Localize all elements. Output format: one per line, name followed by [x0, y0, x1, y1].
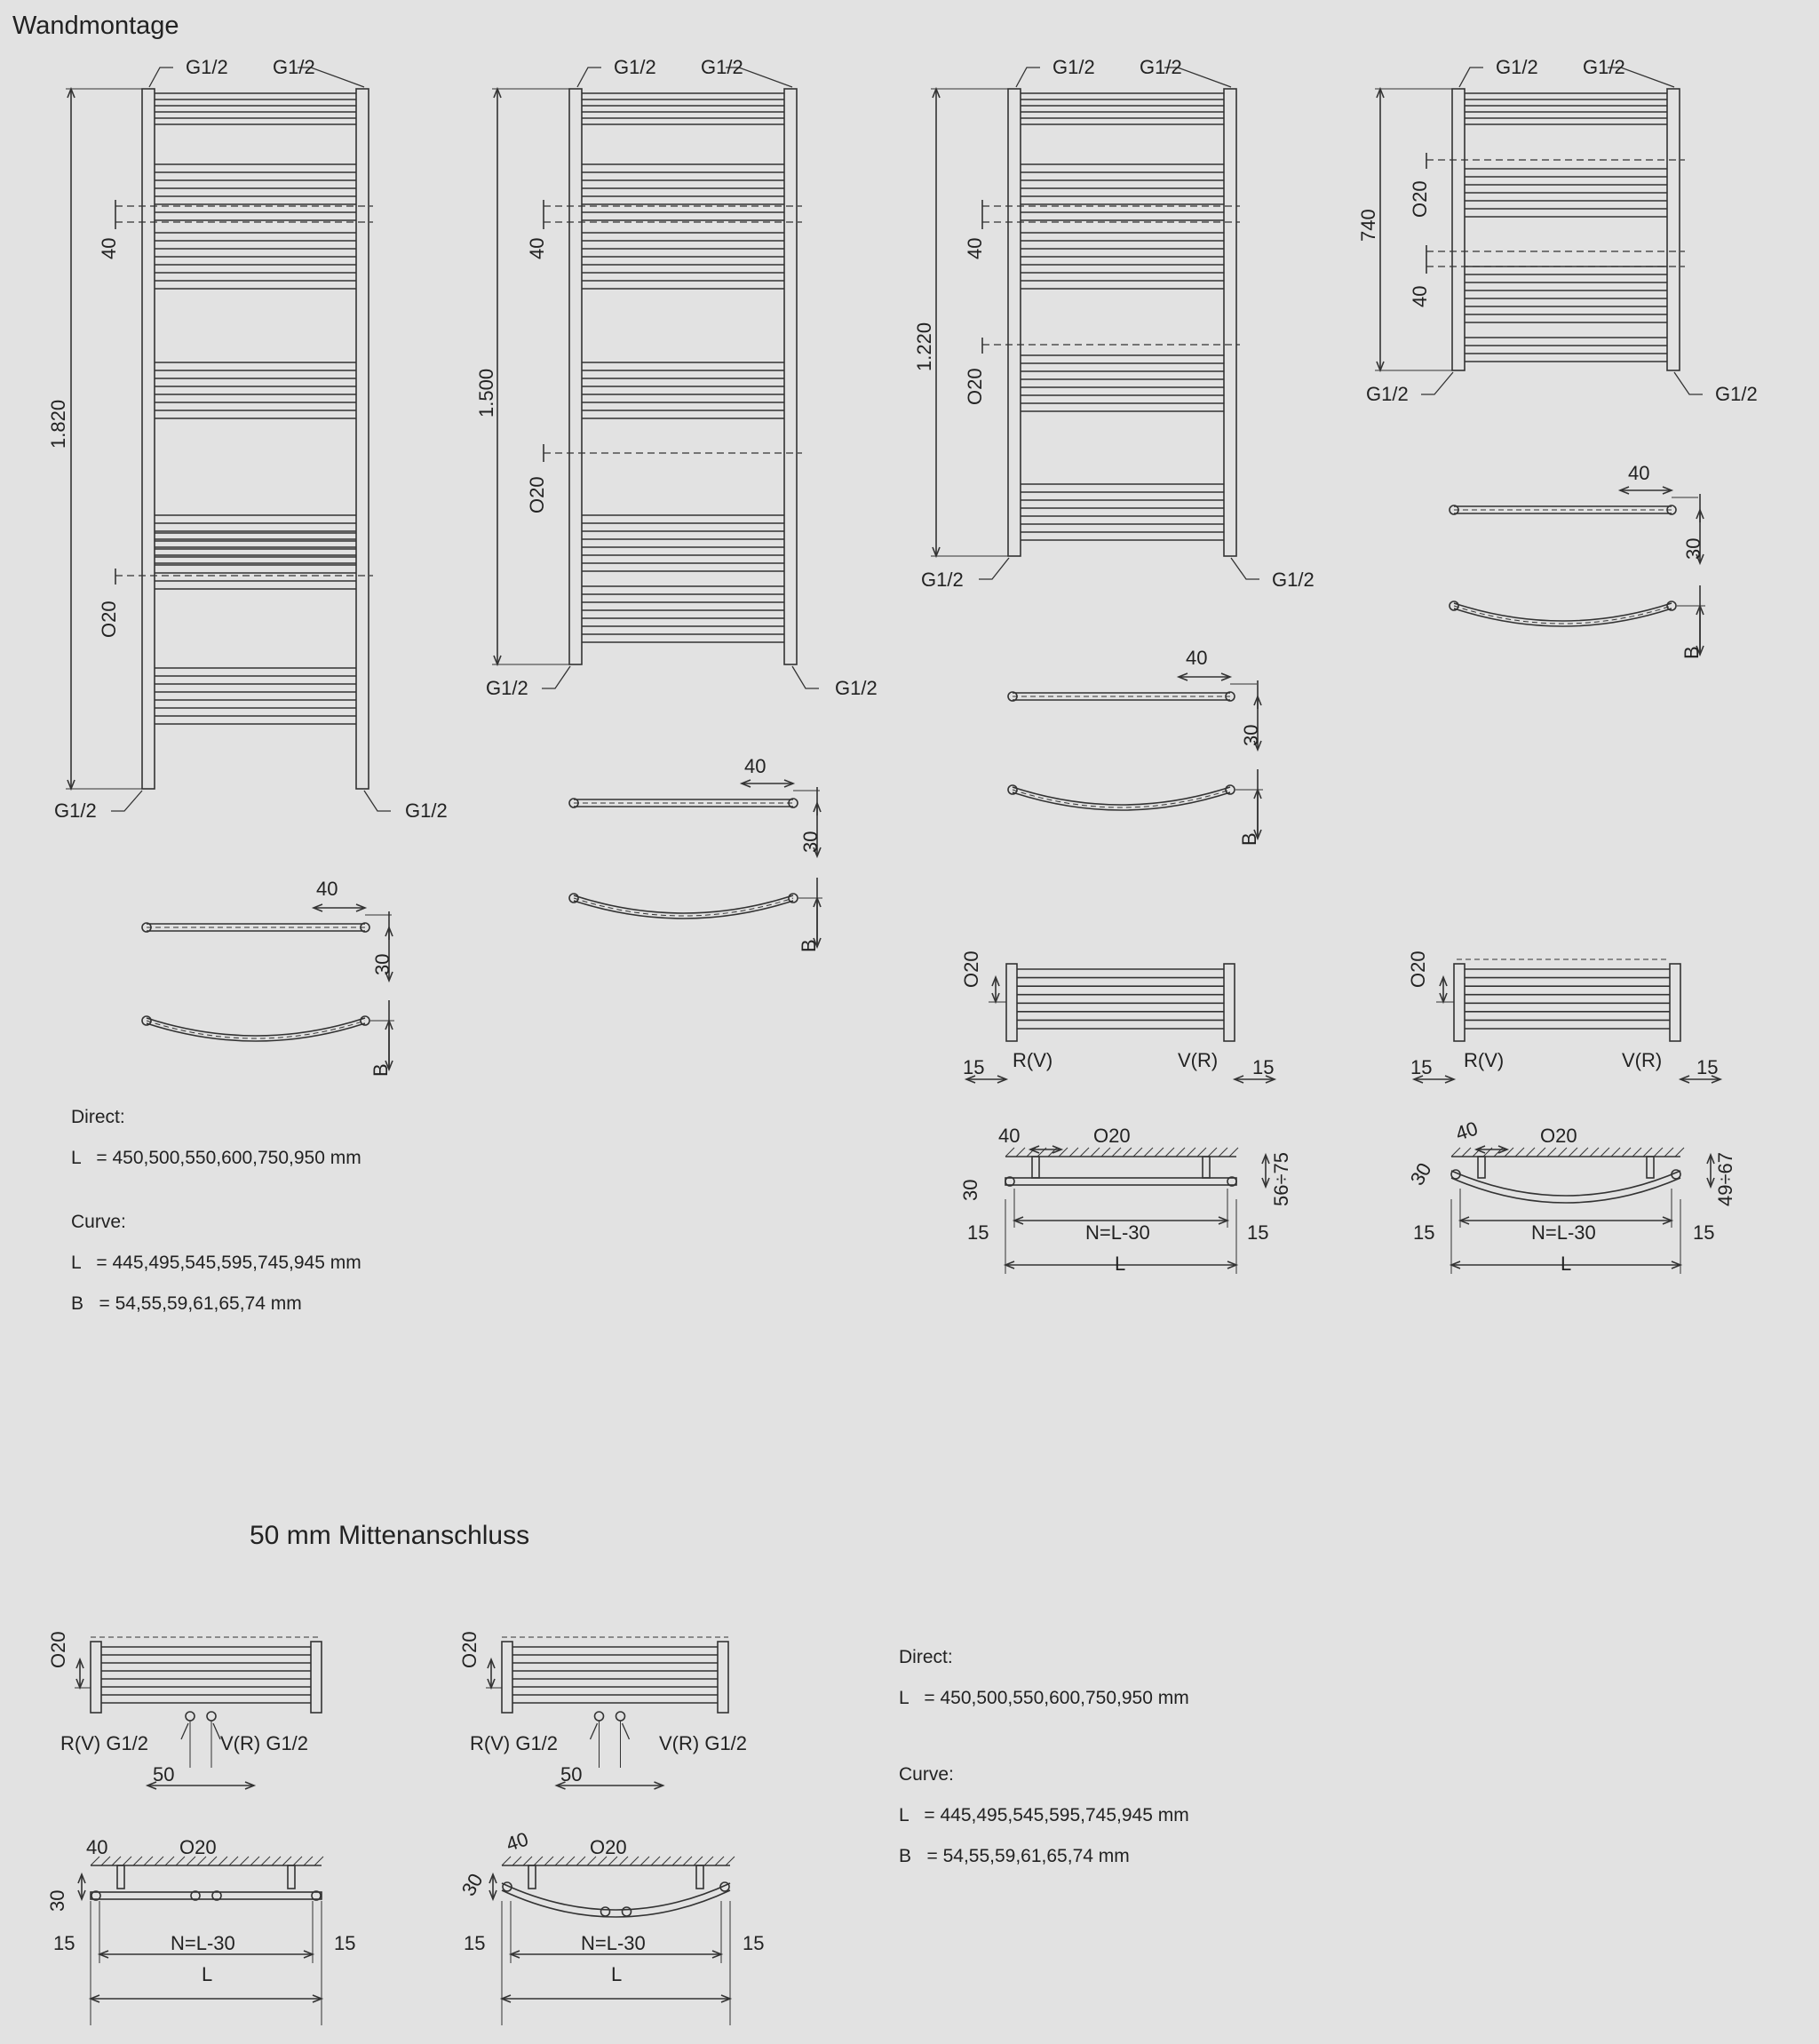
g12-label: G1/2 — [486, 677, 528, 699]
spec-curve-label: Curve: — [71, 1212, 126, 1232]
wall-bracket — [696, 1865, 703, 1889]
rail-section — [91, 1892, 322, 1899]
wall-hatch — [293, 1857, 302, 1865]
wall-hatch — [1451, 1148, 1460, 1157]
dim-50-label: 50 — [153, 1763, 175, 1786]
wall-hatch — [1558, 1148, 1567, 1157]
dim-b-label: B — [1238, 832, 1260, 846]
radiator-1820 — [47, 56, 448, 822]
wall-hatch — [1611, 1148, 1620, 1157]
wall-hatch — [1601, 1148, 1609, 1157]
wall-bracket — [288, 1865, 295, 1889]
nl-label: N=L-30 — [1531, 1221, 1596, 1244]
dim-40-label: 40 — [744, 755, 767, 777]
side-connection-details — [959, 950, 1736, 1275]
top-view-labels — [316, 462, 1704, 1077]
dim-40-label: 40 — [1628, 462, 1650, 484]
wall-hatch — [1219, 1148, 1227, 1157]
wall-hatch — [133, 1857, 142, 1865]
wall-hatch — [672, 1857, 681, 1865]
wall-hatch — [555, 1857, 564, 1865]
rail-curve-edge — [502, 1890, 730, 1917]
wall-hatch — [1590, 1148, 1599, 1157]
radiator-column — [356, 89, 369, 789]
wall-hatch — [1664, 1148, 1673, 1157]
spec-curve-b: B = 54,55,59,61,65,74 mm — [71, 1293, 302, 1314]
spec-direct-label: Direct: — [71, 1107, 125, 1127]
radiator-column — [91, 1642, 101, 1713]
leader-line — [1016, 68, 1040, 87]
leader-line — [111, 791, 142, 811]
wall-bracket — [1478, 1157, 1485, 1178]
o20-label: O20 — [1409, 180, 1431, 218]
g12-label: G1/2 — [1715, 383, 1758, 405]
wall-hatch — [155, 1857, 163, 1865]
dim-15-label: 15 — [1410, 1056, 1433, 1078]
spec-curve-b: B = 54,55,59,61,65,74 mm — [899, 1846, 1130, 1866]
g12-label: G1/2 — [1140, 56, 1182, 78]
wall-hatch — [1622, 1148, 1631, 1157]
o20-label: O20 — [590, 1836, 627, 1858]
wall-hatch — [683, 1857, 692, 1865]
l-label: L — [202, 1963, 213, 1985]
g12-label: G1/2 — [1272, 569, 1315, 591]
g12-label: G1/2 — [835, 677, 878, 699]
dim-15-label: 15 — [334, 1932, 356, 1954]
radiator-1220 — [913, 56, 1315, 591]
height-label: 1.820 — [47, 399, 69, 449]
o20-label: O20 — [1540, 1125, 1577, 1147]
wall-hatch — [566, 1857, 575, 1865]
dim-15-label: 15 — [1252, 1056, 1275, 1078]
dim-15-label: 15 — [743, 1932, 765, 1954]
radiator-column — [311, 1642, 322, 1713]
wall-hatch — [1091, 1148, 1100, 1157]
wall-hatch — [1016, 1148, 1025, 1157]
height-label: 740 — [1357, 209, 1379, 242]
valve-marker — [601, 1907, 610, 1916]
g12-label: G1/2 — [273, 56, 315, 78]
wall-hatch — [1632, 1148, 1641, 1157]
l-label: L — [1561, 1253, 1572, 1275]
center-connection-details — [46, 1631, 764, 1985]
spec-direct-lengths: L = 450,500,550,600,750,950 mm — [899, 1688, 1189, 1708]
dim-40-label: 40 — [503, 1827, 531, 1856]
dim-40-label: 40 — [86, 1836, 108, 1858]
wall-hatch — [544, 1857, 553, 1865]
wall-hatch — [651, 1857, 660, 1865]
leader-line — [979, 558, 1009, 579]
leader-line — [542, 666, 570, 688]
wall-hatch — [576, 1857, 585, 1865]
g12-label: G1/2 — [1052, 56, 1095, 78]
dim-15-label: 15 — [464, 1932, 486, 1954]
wall-hatch — [534, 1857, 543, 1865]
dim-b-label: B — [1680, 646, 1703, 659]
dim-15-label: 15 — [963, 1056, 985, 1078]
valve-marker — [623, 1907, 631, 1916]
leader-line — [1459, 68, 1483, 87]
rail-curve-edge — [1451, 1178, 1680, 1203]
leader-line — [1231, 558, 1259, 579]
spec-curve-lengths: L = 445,495,545,595,745,945 mm — [71, 1253, 361, 1273]
dim-30-label: 30 — [1405, 1158, 1436, 1189]
o20-label: O20 — [1093, 1125, 1131, 1147]
wall-hatch — [1197, 1148, 1206, 1157]
nl-label: N=L-30 — [171, 1932, 235, 1954]
radiator-column — [1670, 964, 1680, 1041]
wall-hatch — [1144, 1148, 1153, 1157]
l-label: L — [611, 1963, 623, 1985]
height-range-curve: 49÷67 — [1714, 1151, 1736, 1206]
vr-g12-label: V(R) G1/2 — [659, 1732, 748, 1754]
wall-hatch — [715, 1857, 724, 1865]
g12-label: G1/2 — [701, 56, 743, 78]
radiator-column — [1667, 89, 1680, 370]
leader-line — [591, 1723, 598, 1739]
section-title-center-connection: 50 mm Mittenanschluss — [250, 1521, 530, 1550]
wall-hatch — [1133, 1148, 1142, 1157]
wall-bracket — [1203, 1157, 1210, 1178]
wall-hatch — [1101, 1148, 1110, 1157]
wall-bracket — [117, 1865, 124, 1889]
wall-hatch — [272, 1857, 281, 1865]
wall-hatch — [218, 1857, 227, 1865]
wall-hatch — [1547, 1148, 1556, 1157]
valve-marker — [595, 1712, 604, 1721]
g12-label: G1/2 — [1366, 383, 1409, 405]
height-label: 1.500 — [475, 368, 497, 418]
vr-label: V(R) — [1178, 1049, 1219, 1071]
radiator-column — [1224, 964, 1235, 1041]
leader-line — [364, 791, 391, 811]
dim-15-label: 15 — [1696, 1056, 1719, 1078]
wall-hatch — [704, 1857, 713, 1865]
dim-30-label: 30 — [1682, 537, 1704, 560]
nl-label: N=L-30 — [581, 1932, 646, 1954]
wall-hatch — [1643, 1148, 1652, 1157]
wall-hatch — [1155, 1148, 1164, 1157]
wall-hatch — [1165, 1148, 1174, 1157]
dim-30-label: 30 — [959, 1179, 981, 1201]
dim-30-label: 30 — [371, 953, 393, 975]
radiator-column — [1006, 964, 1017, 1041]
dim-50-label: 50 — [560, 1763, 583, 1786]
o20-label: O20 — [179, 1836, 217, 1858]
rail-section — [1005, 1178, 1236, 1185]
wall-hatch — [502, 1857, 511, 1865]
radiator-740 — [1357, 56, 1758, 405]
wall-hatch — [1526, 1148, 1535, 1157]
wall-hatch — [630, 1857, 639, 1865]
spec-curve-lengths: L = 445,495,545,595,745,945 mm — [899, 1805, 1189, 1825]
drawing-geometry — [66, 68, 1720, 2025]
wall-hatch — [304, 1857, 313, 1865]
o20-label: O20 — [960, 950, 982, 988]
dim-30-label: 30 — [1240, 724, 1262, 746]
o20-label: O20 — [458, 1631, 481, 1668]
valve-marker — [186, 1712, 195, 1721]
wall-hatch — [240, 1857, 249, 1865]
g12-label: G1/2 — [614, 56, 656, 78]
o20-label: O20 — [1407, 950, 1429, 988]
wall-hatch — [1208, 1148, 1217, 1157]
spec-direct-label: Direct: — [899, 1647, 953, 1667]
dim-40-label: 40 — [964, 237, 986, 259]
wall-hatch — [1675, 1148, 1684, 1157]
wall-hatch — [1123, 1148, 1132, 1157]
o20-label: O20 — [98, 600, 120, 638]
wall-hatch — [1654, 1148, 1663, 1157]
leader-line — [149, 68, 173, 87]
vr-g12-label: V(R) G1/2 — [220, 1732, 309, 1754]
dim-15-label: 15 — [53, 1932, 75, 1954]
wall-hatch — [662, 1857, 671, 1865]
o20-label: O20 — [964, 368, 986, 405]
rv-label: R(V) — [1464, 1049, 1505, 1071]
wall-hatch — [523, 1857, 532, 1865]
spec-curve-label: Curve: — [899, 1764, 954, 1785]
height-label: 1.220 — [913, 322, 935, 371]
radiator-column — [718, 1642, 728, 1713]
wall-hatch — [1005, 1148, 1014, 1157]
wall-hatch — [250, 1857, 259, 1865]
wall-hatch — [229, 1857, 238, 1865]
wall-bracket — [528, 1865, 536, 1889]
wall-hatch — [261, 1857, 270, 1865]
wall-hatch — [112, 1857, 121, 1865]
height-range-direct: 56÷75 — [1270, 1151, 1292, 1206]
wall-hatch — [1579, 1148, 1588, 1157]
wall-hatch — [165, 1857, 174, 1865]
leader-line — [623, 1723, 630, 1739]
nl-label: N=L-30 — [1085, 1221, 1150, 1244]
spec-direct-lengths: L = 450,500,550,600,750,950 mm — [71, 1148, 361, 1168]
wall-hatch — [1069, 1148, 1078, 1157]
g12-label: G1/2 — [54, 799, 97, 822]
wall-hatch — [1569, 1148, 1577, 1157]
rv-label: R(V) — [1013, 1049, 1053, 1071]
valve-marker — [616, 1712, 625, 1721]
dim-15-label: 15 — [1693, 1221, 1715, 1244]
wall-hatch — [1176, 1148, 1185, 1157]
wall-hatch — [282, 1857, 291, 1865]
leader-line — [1421, 372, 1453, 394]
wall-hatch — [144, 1857, 153, 1865]
dim-15-label: 15 — [1413, 1221, 1435, 1244]
g12-label: G1/2 — [1583, 56, 1625, 78]
wall-hatch — [694, 1857, 703, 1865]
radiator-column — [569, 89, 582, 664]
radiator-column — [1008, 89, 1021, 556]
dim-40-label: 40 — [526, 237, 548, 259]
wall-bracket — [1032, 1157, 1039, 1178]
wall-hatch — [512, 1857, 521, 1865]
wall-hatch — [123, 1857, 131, 1865]
radiator-column — [1454, 964, 1465, 1041]
dim-15-label: 15 — [1247, 1221, 1269, 1244]
wall-hatch — [1537, 1148, 1545, 1157]
dim-40-label: 40 — [98, 237, 120, 259]
radiator-column — [502, 1642, 512, 1713]
o20-label: O20 — [47, 1631, 69, 1668]
wall-hatch — [1515, 1148, 1524, 1157]
radiator-column — [784, 89, 797, 664]
rv-g12-label: R(V) G1/2 — [470, 1732, 559, 1754]
radiator-column — [1452, 89, 1465, 370]
radiator-column — [1224, 89, 1236, 556]
o20-label: O20 — [526, 476, 548, 513]
g12-label: G1/2 — [405, 799, 448, 822]
dim-40-label: 40 — [1452, 1117, 1481, 1145]
dim-30-label: 30 — [799, 831, 822, 853]
l-label: L — [1115, 1253, 1126, 1275]
dim-30-label: 30 — [457, 1869, 488, 1900]
leader-line — [181, 1723, 188, 1739]
g12-label: G1/2 — [1496, 56, 1538, 78]
leader-line — [1674, 372, 1703, 394]
radiator-column — [142, 89, 155, 789]
wall-hatch — [640, 1857, 649, 1865]
wall-bracket — [1647, 1157, 1654, 1178]
dim-b-label: B — [798, 939, 820, 952]
dim-40-label: 40 — [316, 878, 338, 900]
page-title: Wandmontage — [12, 12, 179, 40]
dim-30-label: 30 — [46, 1889, 68, 1912]
wall-hatch — [726, 1857, 735, 1865]
wall-hatch — [1080, 1148, 1089, 1157]
rv-g12-label: R(V) G1/2 — [60, 1732, 149, 1754]
dim-40-label: 40 — [1409, 285, 1431, 307]
dim-40-label: 40 — [998, 1125, 1021, 1147]
dim-15-label: 15 — [967, 1221, 989, 1244]
wall-hatch — [314, 1857, 323, 1865]
wall-hatch — [1112, 1148, 1121, 1157]
vr-label: V(R) — [1622, 1049, 1663, 1071]
leader-line — [213, 1723, 220, 1739]
g12-label: G1/2 — [921, 569, 964, 591]
spec-block-2 — [899, 1647, 1189, 1866]
wall-hatch — [1462, 1148, 1471, 1157]
wall-hatch — [1229, 1148, 1238, 1157]
wall-hatch — [1187, 1148, 1195, 1157]
valve-marker — [207, 1712, 216, 1721]
g12-label: G1/2 — [186, 56, 228, 78]
leader-line — [792, 666, 819, 688]
dim-b-label: B — [369, 1063, 392, 1077]
spec-block-1 — [71, 1107, 361, 1314]
dim-40-label: 40 — [1186, 647, 1208, 669]
leader-line — [577, 68, 601, 87]
